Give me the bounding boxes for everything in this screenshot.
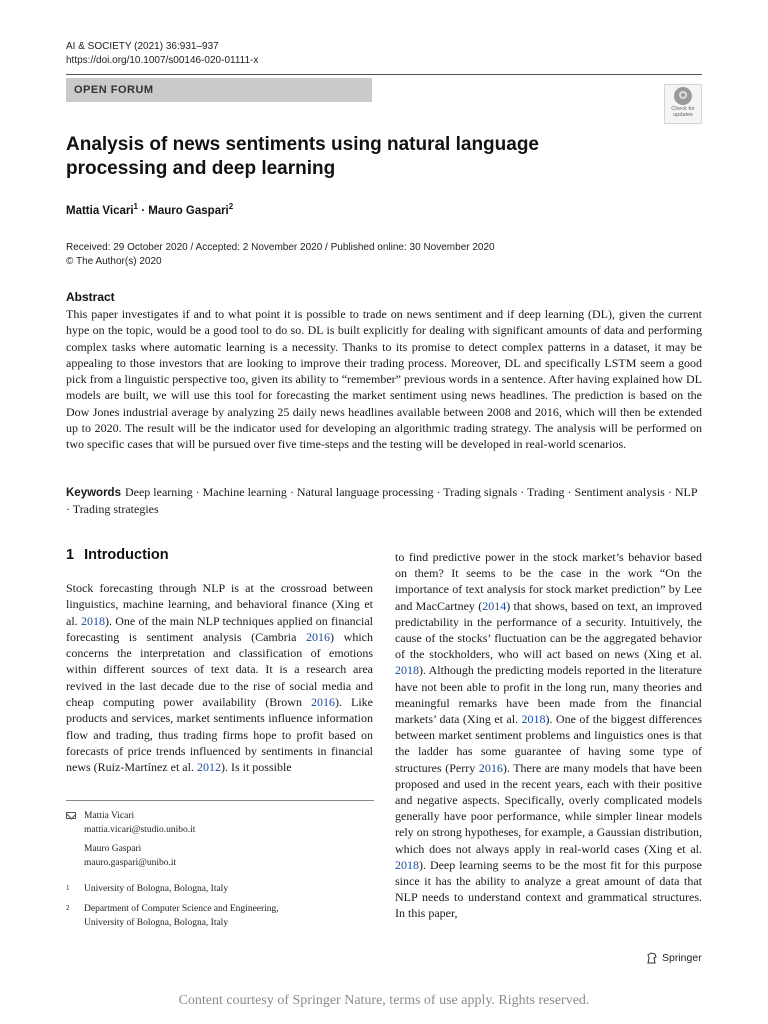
body-text: ). Deep learning seems to be the most fit for this purpose since it has the ability to analyze a great amount of data that NLP needs to understand context and grammatical structures. In this paper, [395,857,702,921]
footnote-author-name: Mauro Gaspari [84,844,142,854]
publisher-name: Springer [662,952,702,964]
history-dates: Received: 29 October 2020 / Accepted: 2 November 2020 / Published online: 30 November 2020 [66,242,495,253]
affiliation-number: 1 [66,884,70,892]
springer-horse-icon [646,952,658,964]
keywords [66,484,702,518]
citation-year-link[interactable]: 2018 [80,613,105,628]
affiliation-2: Department of Computer Science and Engineering, University of Bologna, Bologna, Italy [84,904,279,928]
section-number: 1 [66,547,75,563]
body-text: Stock forecasting through NLP is at the crossroad between linguistics, machine learning, and behavioral finance (Xing et al. [66,581,373,628]
affiliation-1: University of Bologna, Bologna, Italy [84,884,229,894]
crossmark-icon [674,87,692,105]
section-title: Introduction [84,547,169,563]
body-text: ). One of the main NLP techniques applied on financial forecasting is sentiment analysis (Cambria [66,613,373,644]
body-text: ). Is it possible [220,760,292,775]
paper-title: Analysis of news sentiments using natural language processing and deep learning [66,134,539,179]
publisher-logo [646,952,702,964]
corresponding-author-2 [84,842,176,870]
journal-citation [66,40,258,68]
author-list [66,202,233,217]
abstract-text: This paper investigates if and to what point it is possible to trade on news sentiment and if deep learning (DL), given the current hype on the topic, would be a good tool to do so. DL is built explicitly for dealing with significant amounts of data and performing complex tasks where automatic learning is a necessity. Thanks to its promise to detect complex patterns in a dataset, it may be appealing to those investors that are looking to improve their trading process. Moreover, DL and specifically LSTM seem a good pick from a linguistic perspective too, given its ability to “remember” previous words in a sentence. After having explained how DL models are built, we will use this tool for forecasting the market sentiment using news headlines. The prediction is based on the Dow Jones industrial average by analyzing 25 daily news headlines available between 2008 and 2016, which will then be extended up to 2020. The result will be the indicator used for developing an algorithmic trading strategy. The analysis will be performed on two specific cases that will be pursued over five time-steps and the testing will be developed in real-world scenarios. [66,307,702,452]
body-text: ). There are many models that have been proposed and used in the recent years, each with their positive and negative aspects. Specifically, overly complicated models generally have poor performance, while simpler linear models rely on strong hypotheses, for example, a Gaussian distribution, which does not always apply in real-world cases (Xing et al. [395,760,703,856]
body-text: ). Like products and services, market sentiments influence information flow and trading, thus trading firms hope to profit based on forecasts of price trends influenced by sentiments in financial news (Ruiz-Martínez et al. [66,695,373,775]
body-text: ) which concerns the interpretation and classification of emotions within different sources of text data. It is a research area revived in the last decade due to the rise of social media and cheap computing power availability (Brown [66,629,373,710]
citation-year-link[interactable]: 2018 [521,712,546,727]
author-affiliation-mark: 1 [133,202,138,211]
body-column-left [66,580,373,776]
author-separator: · [138,204,149,217]
body-text: ). One of the biggest differences between market sentiment problems and linguistics ones is that the ladder has some guarantee of having some type of structures (Perry [395,712,702,775]
author-name[interactable]: Mattia Vicari [66,204,134,217]
courtesy-footer: Content courtesy of Springer Nature, terms of use apply. Rights reserved. [178,993,590,1008]
citation-year-link[interactable]: 2018 [395,857,419,872]
citation-year-link[interactable]: 2018 [395,663,419,678]
footnote-author-email[interactable]: mauro.gaspari@unibo.it [84,858,177,868]
citation-year-link[interactable]: 2016 [478,760,503,775]
envelope-icon [66,812,76,819]
section-label: OPEN FORUM [66,78,372,102]
author-name[interactable]: Mauro Gaspari [148,204,229,217]
footnote-author-email[interactable]: mattia.vicari@studio.unibo.it [84,825,196,835]
journal-issue: AI & SOCIETY (2021) 36:931–937 [66,41,219,52]
footnote-author-name: Mattia Vicari [84,811,135,821]
citation-year-link[interactable]: 2016 [306,629,331,644]
citation-year-link[interactable]: 2012 [196,760,221,775]
citation-year-link[interactable]: 2014 [482,598,507,613]
keywords-label: Keywords [66,487,121,499]
body-column-right [395,549,702,922]
check-for-updates-badge[interactable] [664,84,702,124]
keywords-text: Deep learning · Machine learning · Natural language processing · Trading signals · Trading · Sentiment analysis · NLP · Trading strategies [66,485,698,517]
affiliation-number: 2 [66,904,70,912]
abstract-heading: Abstract [66,290,115,304]
copyright-line: © The Author(s) 2020 [66,256,162,267]
body-text: ). Although the predicting models reported in the literature have not been able to profit in the long run, many theories and meaningful remarks have been made from the financial markets’ data (Xing et al. [395,663,702,727]
body-text: to find predictive power in the stock market’s behavior based on them? It seems to be the case in the work “On the importance of text analysis for stock market prediction” by Lee and MacCartney ( [395,550,702,613]
header-rule [66,74,702,75]
doi-link[interactable]: https://doi.org/10.1007/s00146-020-01111-x [66,55,259,66]
author-affiliation-mark: 2 [228,202,234,211]
corresponding-author-1 [84,809,195,837]
citation-year-link[interactable]: 2016 [310,695,335,710]
publication-dates [66,241,495,269]
footnote-rule [66,800,374,801]
section-heading [66,547,169,563]
crossmark-text: Check for updates [671,106,695,118]
body-text: ) that shows, based on text, an improved predictability in the performance of a security. Intuitively, the cause of the stocks’ fluctuation can be the aggregated behavior of the stockholders, who will act based on news (Xing et al. [395,598,702,662]
